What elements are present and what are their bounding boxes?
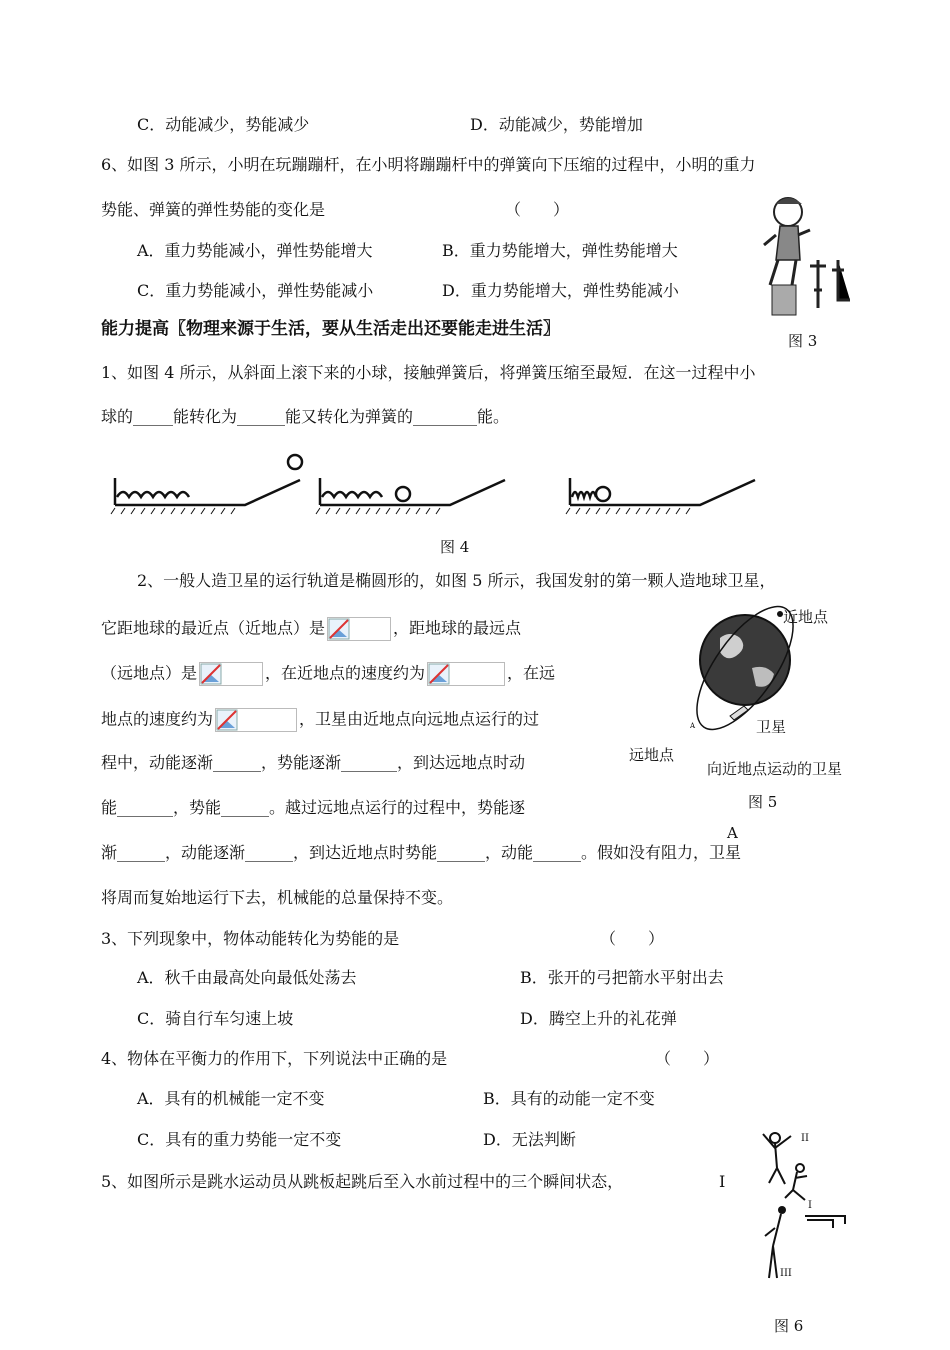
q6-stem-line1: 6、如图 3 所示，小明在玩蹦蹦杆，在小明将蹦蹦杆中的弹簧向下压缩的过程中，小明的重力 <box>101 155 756 174</box>
p1-stem-line2: 球的_____能转化为______能又转化为弹簧的________能。 <box>101 407 510 426</box>
p2-stem-line1: 2、一般人造卫星的运行轨道是椭圆形的，如图 5 所示，我国发射的第一颗人造地球卫星， <box>137 571 776 590</box>
p4-option-c: C．具有的重力势能一定不变 <box>137 1130 342 1149</box>
p4-stem: 4、物体在平衡力的作用下，下列说法中正确的是 <box>101 1049 448 1068</box>
figure-6-label-ii: II <box>801 1133 809 1144</box>
q6-option-d: D．重力势能增大，弹性势能减小 <box>442 281 679 300</box>
p2-line4 <box>101 708 539 732</box>
p4-option-d: D．无法判断 <box>483 1130 576 1149</box>
figure-5-subcaption: 向近地点运动的卫星 <box>707 760 843 778</box>
perigee-speed-image-placeholder <box>427 662 505 686</box>
figure-5-label-apogee: 远地点 <box>629 746 675 764</box>
figure-6-diver-illustration <box>745 1128 855 1293</box>
p3-option-a: A．秋千由最高处向最低处荡去 <box>137 968 357 987</box>
p1-stem-line1: 1、如图 4 所示，从斜面上滚下来的小球，接触弹簧后，将弹簧压缩至最短．在这一过程中小 <box>101 363 756 382</box>
figure-5-caption: 图 5 <box>748 793 778 811</box>
p2-line5: 程中，动能逐渐______，势能逐渐_______，到达远地点时动 <box>101 753 526 772</box>
broken-image-icon <box>216 709 238 731</box>
figure-3-caption: 图 3 <box>788 332 818 350</box>
p3-option-c: C．骑自行车匀速上坡 <box>137 1009 294 1028</box>
q6-option-b: B．重力势能增大，弹性势能增大 <box>442 241 678 260</box>
figure-6-label-iii: III <box>780 1268 792 1279</box>
q5-prev-option-d: D．动能减少，势能增加 <box>470 115 643 134</box>
figure-4-caption: 图 4 <box>440 538 470 556</box>
p2-line8: 将周而复始地运行下去，机械能的总量保持不变。 <box>101 888 454 907</box>
p4-option-a: A．具有的机械能一定不变 <box>137 1089 325 1108</box>
p4-answer-paren: （ ） <box>655 1049 720 1068</box>
perigee-image-placeholder <box>327 617 391 641</box>
broken-image-icon <box>200 663 222 685</box>
p2-line3-text-c: ，在远 <box>507 663 556 683</box>
figure-6-caption: 图 6 <box>774 1317 804 1335</box>
p2-line3-text-b: ，在近地点的速度约为 <box>265 663 426 683</box>
broken-image-icon <box>428 663 450 685</box>
orbit-point-a-mark: A <box>690 722 696 730</box>
p2-line2 <box>101 617 521 641</box>
p2-line2-text-b: ，距地球的最远点 <box>393 618 522 638</box>
section-title: 能力提高〖物理来源于生活，要从生活走出还要能走进生活〗 <box>101 319 560 339</box>
q5-prev-option-c: C．动能减少，势能减少 <box>137 115 310 134</box>
q6-option-a: A．重力势能减小，弹性势能增大 <box>137 241 373 260</box>
p3-option-b: B．张开的弓把箭水平射出去 <box>520 968 724 987</box>
figure-4-spring-incline-illustration <box>105 450 765 520</box>
p2-line3 <box>101 662 555 686</box>
broken-image-icon <box>328 618 350 640</box>
p5-stage-mark: I <box>719 1172 726 1191</box>
figure-5-label-satellite: 卫星 <box>756 718 787 736</box>
figure-5-point-a-label: A <box>727 824 738 842</box>
p2-line2-text-a: 它距地球的最近点（近地点）是 <box>101 618 326 638</box>
p3-option-d: D．腾空上升的礼花弹 <box>520 1009 677 1028</box>
p2-line3-text-a: （远地点）是 <box>101 663 198 683</box>
p3-answer-paren: （ ） <box>600 929 665 948</box>
q6-answer-paren: （ ） <box>505 200 570 219</box>
figure-5-label-perigee: 近地点 <box>783 608 829 626</box>
p2-line4-text-b: ，卫星由近地点向远地点运行的过 <box>299 709 540 729</box>
p2-line4-text-a: 地点的速度约为 <box>101 709 214 729</box>
p3-stem: 3、下列现象中，物体动能转化为势能的是 <box>101 929 400 948</box>
figure-3-pogo-illustration <box>758 190 858 320</box>
q6-stem-line2: 势能、弹簧的弹性势能的变化是 <box>101 200 326 219</box>
apogee-speed-image-placeholder <box>215 708 297 732</box>
q6-option-c: C．重力势能减小，弹性势能减小 <box>137 281 374 300</box>
p2-line6: 能_______，势能______。越过远地点运行的过程中，势能逐 <box>101 798 526 817</box>
figure-6-label-i: I <box>808 1200 812 1211</box>
p5-stem: 5、如图所示是跳水运动员从跳板起跳后至入水前过程中的三个瞬间状态， <box>101 1172 624 1191</box>
p2-line7: 渐______，动能逐渐______，到达近地点时势能______，动能______。假如没有阻力，卫星 <box>101 843 742 862</box>
apogee-image-placeholder <box>199 662 263 686</box>
p4-option-b: B．具有的动能一定不变 <box>483 1089 655 1108</box>
